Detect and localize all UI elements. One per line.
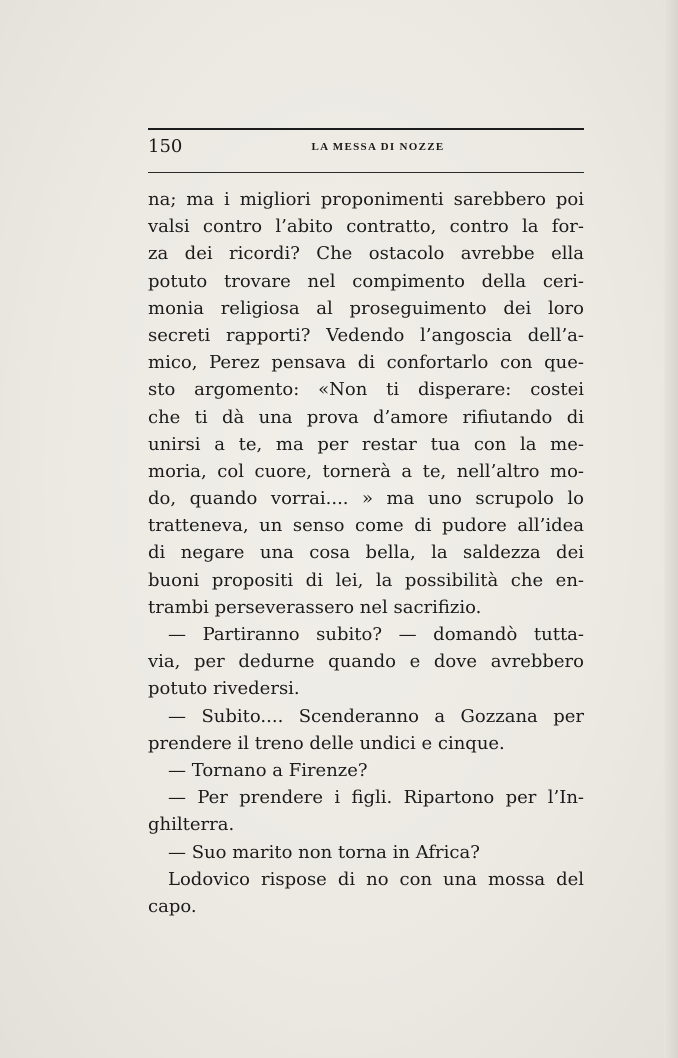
text-line: tratteneva, un senso come di pudore all’idea (148, 515, 584, 537)
text-line: che ti dà una prova d’amore rifiutando di (148, 406, 584, 428)
text-line: do, quando vorrai.... » ma uno scrupolo lo (148, 488, 584, 510)
text-line: monia religiosa al proseguimento dei loro (148, 297, 584, 319)
text-line: di negare una cosa bella, la saldezza dei (148, 542, 584, 564)
text-line: sto argomento: «Non ti disperare: costei (148, 379, 584, 401)
text-line: Lodovico rispose di no con una mossa del (168, 868, 584, 890)
text-line: — Suo marito non torna in Africa? (168, 841, 480, 863)
text-line: potuto rivedersi. (148, 678, 300, 700)
text-line: za dei ricordi? Che ostacolo avrebbe ella (148, 243, 584, 265)
page-number: 150 (148, 136, 183, 157)
text-line: moria, col cuore, tornerà a te, nell’altro mo- (148, 460, 584, 482)
text-line: prendere il treno delle undici e cinque. (148, 732, 505, 754)
text-line: unirsi a te, ma per restar tua con la me- (148, 433, 584, 455)
text-line: trambi perseverassero nel sacrifizio. (148, 596, 482, 618)
text-line: valsi contro l’abito contratto, contro la for- (148, 216, 584, 238)
text-line: capo. (148, 895, 197, 917)
running-title: LA MESSA DI NOZZE (311, 141, 445, 153)
text-line: potuto trovare nel compimento della ceri- (148, 270, 584, 292)
text-line: na; ma i migliori proponimenti sarebbero poi (148, 189, 584, 210)
text-line: mico, Perez pensava di confortarlo con que- (148, 352, 584, 374)
page-header (148, 128, 584, 178)
header-rule-top (148, 128, 584, 130)
text-line: — Partiranno subito? — domandò tutta- (168, 624, 584, 645)
body-text (148, 186, 584, 920)
text-line: secreti rapporti? Vedendo l’angoscia dell’a- (148, 324, 584, 346)
text-line: via, per dedurne quando e dove avrebbero (148, 651, 584, 673)
text-line: ghilterra. (148, 814, 235, 836)
header-rule-bottom (148, 172, 584, 173)
text-line: — Per prendere i figli. Ripartono per l’In- (168, 787, 584, 809)
text-line: buoni propositi di lei, la possibilità che en- (148, 569, 584, 591)
text-line: — Tornano a Firenze? (168, 759, 368, 781)
text-line: — Subito.... Scenderanno a Gozzana per (168, 705, 584, 727)
page-edge-shadow (664, 0, 678, 1058)
